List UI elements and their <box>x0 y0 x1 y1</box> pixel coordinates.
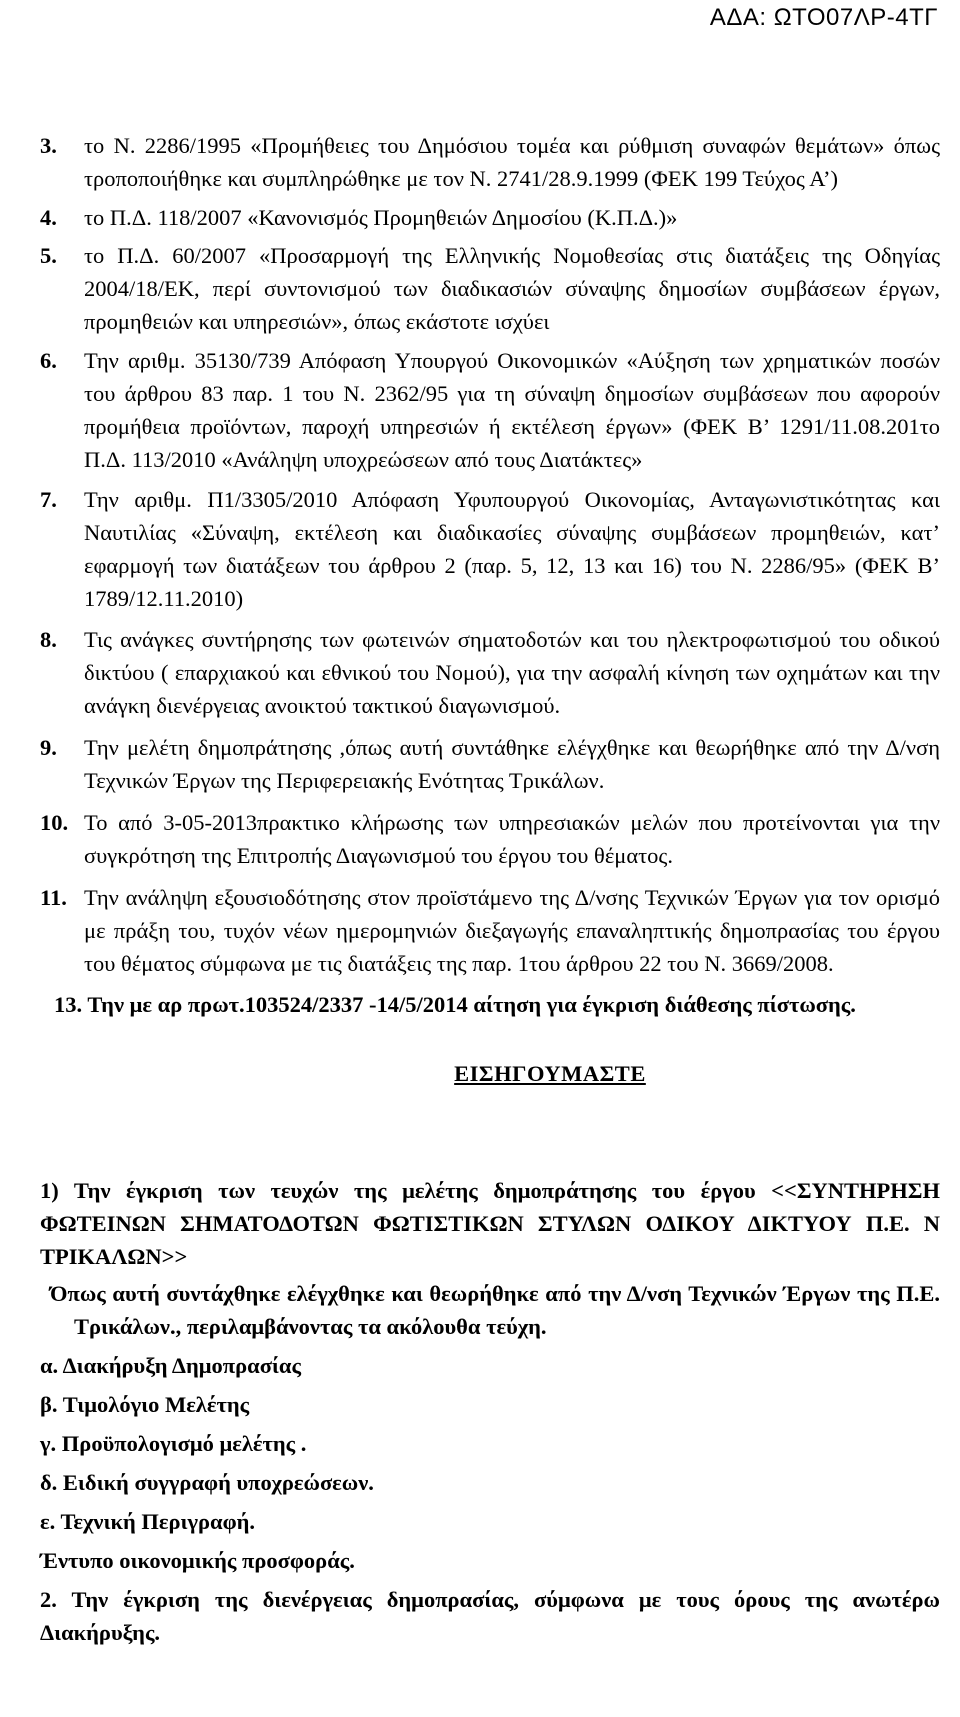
approval-note: Όπως αυτή συντάχθηκε ελέγχθηκε και θεωρήθηκε από την Δ/νση Τεχνικών Έργων της Π.Ε. Τρικάλων., περιλαμβάνοντας τα ακόλουθα τεύχη. <box>50 1281 940 1339</box>
list-item-9 <box>40 731 940 797</box>
document-list-item: δ. Ειδική συγγραφή υποχρεώσεων. <box>40 1470 374 1495</box>
item-number: 11. <box>40 885 67 910</box>
item-number: 5. <box>40 243 57 268</box>
item-number: 6. <box>40 348 57 373</box>
item-number: 7. <box>40 487 57 512</box>
item-text: Τις ανάγκες συντήρησης των φωτεινών σηματοδοτών και του ηλεκτροφωτισμού του οδικού δικτύου ( επαρχιακού και εθνικού του Νομού), για την ασφαλή κίνηση των οχημάτων και την ανάγκη διενέργειας ανοικτού τακτικού διαγωνισμού. <box>84 627 940 718</box>
document-body <box>40 129 940 1649</box>
list-item-6 <box>40 344 940 476</box>
item-number: 4. <box>40 205 57 230</box>
item-number: 3. <box>40 133 57 158</box>
item-text: το Π.Δ. 118/2007 «Κανονισμός Προμηθειών Δημοσίου (Κ.Π.Δ.)» <box>84 205 678 230</box>
ada-code: ΑΔΑ: ΩΤΟ07ΛΡ-4ΤΓ <box>709 4 938 31</box>
item-text: Την αριθμ. Π1/3305/2010 Απόφαση Υφυπουργού Οικονομίας, Ανταγωνιστικότητας και Ναυτιλίας «Σύναψη, εκτέλεση και διαδικασίες σύναψης συμβάσεων προμηθειών, κατ’ εφαρμογή των διατάξεων του άρθρου 2 (παρ. 5, 12, 13 και 16) του Ν. 2286/95» (ΦΕΚ Β’ 1789/12.11.2010) <box>84 487 940 611</box>
list-item-7 <box>40 483 940 615</box>
item-number: 8. <box>40 627 57 652</box>
list-item-11 <box>40 881 940 980</box>
item-text: το Ν. 2286/1995 «Προμήθειες του Δημόσιου τομέα και ρύθμιση συναφών θεμάτων» όπως τροποποιήθηκε και συμπληρώθηκε με τον Ν. 2741/28.9.1999 (ΦΕΚ 199 Τεύχος Α’) <box>84 133 940 191</box>
document-list-item: ε. Τεχνική Περιγραφή. <box>40 1509 256 1534</box>
list-item-3 <box>40 129 940 195</box>
approval-paragraph-2: 2. Την έγκριση της διενέργειας δημοπρασίας, σύμφωνα με τους όρους της ανωτέρω Διακήρυξης. <box>40 1587 940 1645</box>
list-item-8 <box>40 623 940 722</box>
list-item-13: 13. Την με αρ πρωτ.103524/2337 -14/5/2014 αίτηση για έγκριση διάθεσης πίστωσης. <box>54 992 856 1017</box>
document-list-item: γ. Προϋπολογισμό μελέτης . <box>40 1431 307 1456</box>
document-list-item: α. Διακήρυξη Δημοπρασίας <box>40 1353 301 1378</box>
document-list-item: Έντυπο οικονομικής προσφοράς. <box>40 1548 355 1573</box>
item-number: 9. <box>40 735 57 760</box>
item-text: το Π.Δ. 60/2007 «Προσαρμογή της Ελληνικής Νομοθεσίας στις διατάξεις της Οδηγίας 2004/18/ΕΚ, περί συντονισμού των διαδικασιών σύναψης δημοσίων συμβάσεων έργων, προμηθειών και υπηρεσιών», όπως εκάστοτε ισχύει <box>84 243 940 334</box>
item-text: Την αριθμ. 35130/739 Απόφαση Υπουργού Οικονομικών «Αύξηση των χρηματικών ποσών του άρθρου 83 παρ. 1 του Ν. 2362/95 για τη σύναψη δημοσίων συμβάσεων που αφορούν προμήθεια προϊόντων, παροχή υπηρεσιών ή εκτέλεση έργων» (ΦΕΚ Β’ 1291/11.08.201το Π.Δ. 113/2010 «Ανάληψη υποχρεώσεων από τους Διατάκτες» <box>84 348 940 472</box>
list-item-10 <box>40 806 940 872</box>
proposal-heading: ΕΙΣΗΓΟΥΜΑΣΤΕ <box>454 1061 646 1086</box>
item-text: Την ανάληψη εξουσιοδότησης στον προϊστάμενο της Δ/νσης Τεχνικών Έργων για τον ορισμό με πράξη του, τυχόν νέων ημερομηνιών διεξαγωγής επαναληπτικής δημοπρασίας του έργου του θέματος σύμφωνα με τις διατάξεις της παρ. 1του άρθρου 22 του Ν. 3669/2008. <box>84 885 940 976</box>
list-item-5 <box>40 239 940 338</box>
list-item-4 <box>40 201 940 234</box>
document-list-item: β. Τιμολόγιο Μελέτης <box>40 1392 250 1417</box>
approval-paragraph-1: 1) Την έγκριση των τευχών της μελέτης δημοπράτησης του έργου <<ΣΥΝΤΗΡΗΣΗ ΦΩΤΕΙΝΩΝ ΣΗΜΑΤΟΔΟΤΩΝ ΦΩΤΙΣΤΙΚΩΝ ΣΤΥΛΩΝ ΟΔΙΚΟΥ ΔΙΚΤΥΟΥ Π.Ε. Ν ΤΡΙΚΑΛΩΝ>> <box>40 1178 940 1269</box>
item-text: Την μελέτη δημοπράτησης ,όπως αυτή συντάθηκε ελέγχθηκε και θεωρήθηκε από την Δ/νση Τεχνικών Έργων της Περιφερειακής Ενότητας Τρικάλων. <box>84 735 940 793</box>
item-number: 10. <box>40 810 69 835</box>
item-text: Το από 3-05-2013πρακτικο κλήρωσης των υπηρεσιακών μελών που προτείνονται για την συγκρότηση της Επιτροπής Διαγωνισμού του έργου του θέματος. <box>84 810 940 868</box>
